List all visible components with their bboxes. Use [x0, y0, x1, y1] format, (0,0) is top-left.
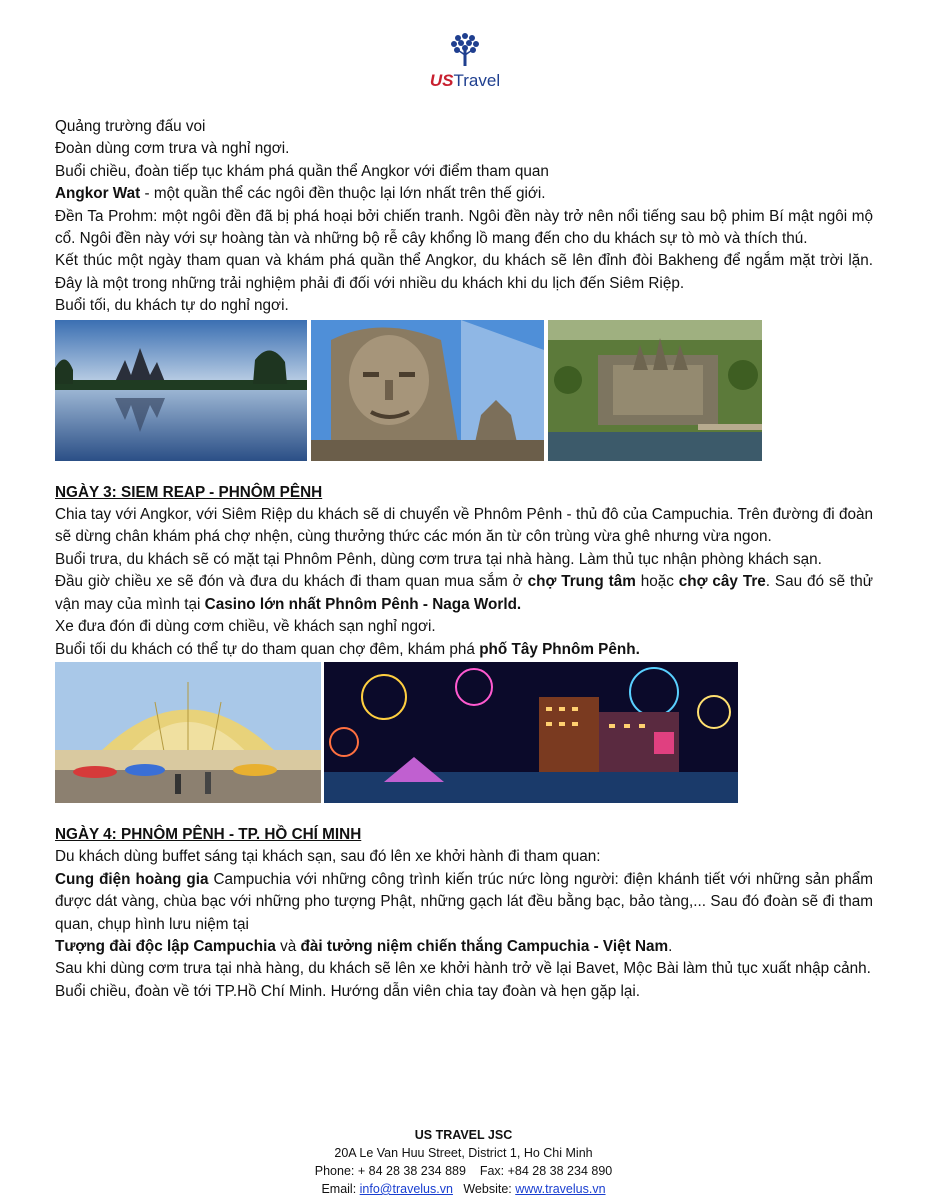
casino-bold: Casino lớn nhất Phnôm Pênh - Naga World. [204, 595, 522, 613]
day3-paragraph-3 [55, 571, 873, 616]
angkor-wat-text: - một quần thể các ngôi đền thuộc lại lớn nhất trên thế giới. [140, 185, 546, 203]
footer-contact [0, 1180, 927, 1198]
day4-paragraph-4: Sau khi dùng cơm trưa tại nhà hàng, du khách sẽ lên xe khởi hành trở về lại Bavet, Mộc Bài làm thủ tục xuất nhập cảnh. [55, 960, 871, 978]
day3-paragraph-4: Xe đưa đón đi dùng cơm chiều, về khách sạn nghỉ ngơi. [55, 618, 436, 636]
angkor-reflection-photo [55, 320, 307, 461]
page-footer [0, 1126, 927, 1198]
day4-paragraph-3 [55, 936, 873, 958]
ta-prohm-paragraph: Đền Ta Prohm: một ngôi đền đã bị phá hoại bởi chiến tranh. Ngôi đền này trở nên nổi tiếng sau bộ phim Bí mật ngôi mộ cổ. Ngôi đền này với sự hoàng tàn và những bộ rễ cây khổng lồ mang đến cho du khách sự tò mò và thích thú. [55, 207, 873, 248]
text-span: . Sau đó sẽ thử vận may của mình tại [55, 573, 873, 613]
evening-paragraph: Buổi tối, du khách tự do nghỉ ngơi. [55, 297, 289, 315]
day3-paragraph-2: Buổi trưa, du khách sẽ có mặt tại Phnôm Pênh, dùng cơm trưa tại nhà hàng. Làm thủ tục nhận phòng khách sạn. [55, 550, 822, 568]
day4-paragraph-1: Du khách dùng buffet sáng tại khách sạn, sau đó lên xe khởi hành đi tham quan: [55, 848, 601, 866]
independence-monument-bold: Tượng đài độc lập Campuchia [55, 937, 276, 955]
website-label: Website: [452, 1182, 516, 1196]
footer-phone: Phone: + 84 28 38 234 889 Fax: +84 28 38 234 890 [314, 1164, 613, 1178]
royal-palace-bold: Cung điện hoàng gia [55, 870, 209, 888]
west-street-bold: phố Tây Phnôm Pênh. [479, 640, 640, 658]
text-span: hoặc [635, 573, 679, 591]
text-span: Đầu giờ chiều xe sẽ đón và đưa du khách đi tham quan mua sắm ở [55, 573, 528, 591]
text-span: và [275, 937, 301, 955]
day3-paragraph-5 [55, 639, 873, 661]
victory-monument-bold: đài tưởng niệm chiến thắng Campuchia - Việt Nam [300, 937, 669, 955]
phnom-penh-image-row [55, 662, 873, 804]
angkor-wat-paragraph [55, 183, 873, 205]
text-line: Đoàn dùng cơm trưa và nghỉ ngơi. [55, 140, 290, 158]
footer-company: US TRAVEL JSC [414, 1128, 513, 1142]
day4-paragraph-5: Buổi chiều, đoàn về tới TP.Hồ Chí Minh. Hướng dẫn viên chia tay đoàn và hẹn gặp lại. [55, 982, 641, 1000]
central-market-photo [55, 662, 321, 803]
text-line: Buổi chiều, đoàn tiếp tục khám phá quần thể Angkor với điểm tham quan [55, 162, 549, 180]
email-label: Email: [321, 1182, 360, 1196]
itinerary-content [55, 116, 873, 1003]
angkor-wat-bold: Angkor Wat [55, 185, 141, 203]
logo-travel-text: Travel [453, 71, 501, 90]
day3-title: NGÀY 3: SIEM REAP - PHNÔM PÊNH [55, 483, 323, 501]
angkor-aerial-photo [548, 320, 762, 461]
bayon-face-photo [311, 320, 544, 461]
day4-title: NGÀY 4: PHNÔM PÊNH - TP. HỒ CHÍ MINH [55, 825, 362, 843]
text-span: Buổi tối du khách có thể tự do tham quan chợ đêm, khám phá [55, 640, 480, 658]
bamboo-market-bold: chợ cây Tre [678, 573, 766, 591]
central-market-bold: chợ Trung tâm [527, 573, 636, 591]
day4-paragraph-2 [55, 869, 873, 936]
angkor-image-row [55, 320, 873, 463]
text-line: Quảng trường đấu voi [55, 118, 206, 135]
footer-address: 20A Le Van Huu Street, District 1, Ho Chi Minh [334, 1146, 593, 1160]
tree-logo-icon [445, 30, 485, 70]
us-travel-logo [420, 30, 510, 94]
website-link[interactable]: www.travelus.vn [515, 1182, 606, 1196]
bakheng-paragraph: Kết thúc một ngày tham quan và khám phá quần thể Angkor, du khách sẽ lên đỉnh đòi Bakheng để ngắm mặt trời lặn. Đây là một trong những trải nghiệm phải đi đối với nhiều du khách khi du lịch đến Siêm Riệp. [55, 252, 873, 292]
logo-us-text: US [429, 71, 454, 90]
text-span: . [668, 937, 673, 955]
day3-paragraph-1: Chia tay với Angkor, với Siêm Riệp du khách sẽ di chuyển về Phnôm Pênh - thủ đô của Campuchia. Trên đường đi đoàn sẽ dừng chân khám phá chợ nhện, cùng thưởng thức các món ăn từ côn trùng vừa ghê nhưng vừa ngon. [55, 506, 873, 546]
text-span: Campuchia với những công trình kiến trúc nức lòng người: điện khánh tiết với những sản phẩm được dát vàng, chùa bạc với những pho tượng Phật, những gạch lát đều bằng bạc, bảo tàng,... Sau đó đoàn sẽ đi tham quan, chụp hình lưu niệm tại [55, 870, 874, 933]
email-link[interactable]: info@travelus.vn [359, 1182, 453, 1196]
naga-world-fireworks-photo [324, 662, 738, 803]
